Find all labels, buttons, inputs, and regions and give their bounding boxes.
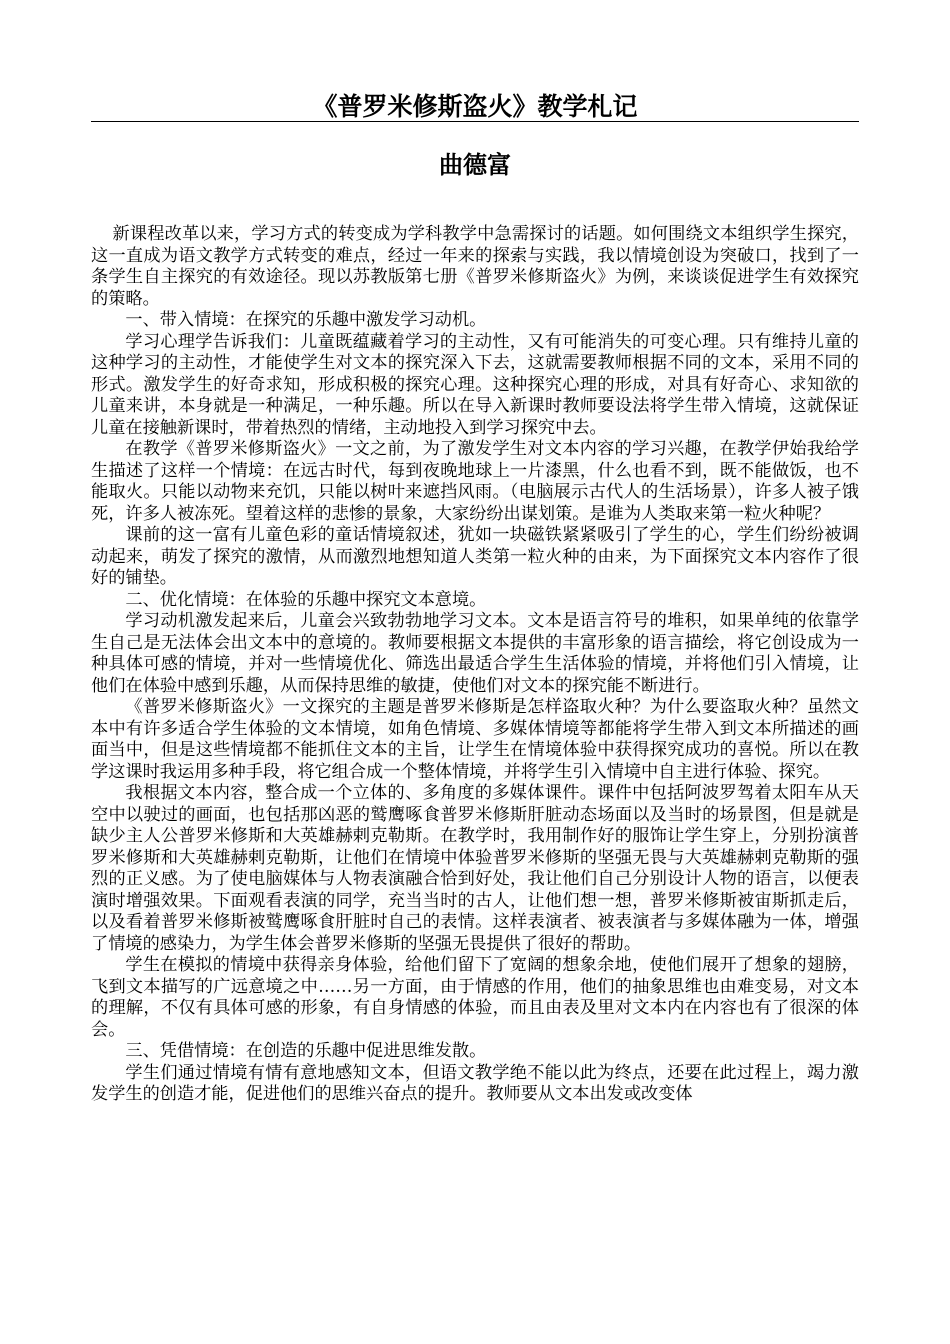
paragraph: 我根据文本内容，整合成一个立体的、多角度的多媒体课件。课件中包括阿波罗驾着太阳车从天空中以驶过的画面，也包括那凶恶的鹫鹰啄食普罗米修斯肝脏动态场面以及当时的场景图，但是就是缺少主人公普罗米修斯和大英雄赫剌克勒斯。在教学时，我用制作好的服饰让学生穿上，分别扮演普罗米修斯和大英雄赫剌克勒斯，让他们在情境中体验普罗米修斯的坚强无畏与大英雄赫剌克勒斯的强烈的正义感。为了使电脑媒体与人物表演融合恰到好处，我让他们自己分别设计人物的语言，以便表演时增强效果。下面观看表演的同学，充当当时的古人，让他们想一想，普罗米修斯被宙斯抓走后，以及看着普罗米修斯被鹫鹰啄食肝脏时自己的表情。这样表演者、被表演者与多媒体融为一体，增强了情境的感染力，为学生体会普罗米修斯的坚强无畏提供了很好的帮助。 [91, 783, 859, 954]
paragraph: 在教学《普罗米修斯盗火》一文之前，为了激发学生对文本内容的学习兴趣，在教学伊始我给学生描述了这样一个情境：在远古时代，每到夜晚地球上一片漆黑，什么也看不到，既不能做饭，也不能取火。只能以动物来充饥，只能以树叶来遮挡风雨。（电脑展示古代人的生活场景），许多人被子饿死，许多人被冻死。望着这样的悲惨的景象，大家纷纷出谋划策。是谁为人类取来第一粒火种呢？ [91, 439, 859, 524]
paragraph: 新课程改革以来，学习方式的转变成为学科教学中急需探讨的话题。如何围绕文本组织学生探究，这一直成为语文教学方式转变的难点，经过一年来的探索与实践，我以情境创设为突破口，找到了一条学生自主探究的有效途径。现以苏教版第七册《普罗米修斯盗火》为例，来谈谈促进学生有效探究的策略。 [91, 224, 859, 309]
title-divider [91, 121, 859, 122]
paragraph: 学生在模拟的情境中获得亲身体验，给他们留下了宽阔的想象余地，使他们展开了想象的翅膀，飞到文本描写的广远意境之中……另一方面，由于情感的作用，他们的抽象思维也由难变易，对文本的理解，不仅有具体可感的形象，有自身情感的体验，而且由表及里对文本内在内容也有了很深的体会。 [91, 955, 859, 1040]
section-heading: 三、凭借情境：在创造的乐趣中促进思维发散。 [125, 1041, 487, 1061]
section-heading: 二、优化情境：在体验的乐趣中探究文本意境。 [125, 589, 487, 610]
document-title: 《普罗米修斯盗火》教学札记 [312, 92, 638, 121]
article-body [91, 224, 859, 1106]
paragraph: 学习心理学告诉我们：儿童既蕴藏着学习的主动性，又有可能消失的可变心理。只有维持儿童的这种学习的主动性，才能使学生对文本的探究深入下去，这就需要教师根据不同的文本，采用不同的形式。激发学生的好奇求知，形成积极的探究心理。这种探究心理的形成，对具有好奇心、求知欲的儿童来讲，本身就是一种满足，一种乐趣。所以在导入新课时教师要设法将学生带入情境，这就保证儿童在接触新课时，带着热烈的情绪，主动地投入到学习探究中去。 [91, 331, 859, 438]
paragraph: 学生们通过情境有情有意地感知文本，但语文教学绝不能以此为终点，还要在此过程上，竭力激发学生的创造才能，促进他们的思维兴奋点的提升。教师要从文本出发或改变体 [91, 1062, 859, 1104]
author-name: 曲德富 [439, 150, 511, 179]
section-heading: 一、带入情境：在探究的乐趣中激发学习动机。 [125, 310, 487, 330]
paragraph: 《普罗米修斯盗火》一文探究的主题是普罗米修斯是怎样盗取火种？为什么要盗取火种？虽然文本中有许多适合学生体验的文本情境，如角色情境、多媒体情境等都能将学生带入到文本所描述的画面当中，但是这些情境都不能抓住文本的主旨，让学生在情境体验中获得探究成功的喜悦。所以在教学这课时我运用多种手段，将它组合成一个整体情境，并将学生引入情境中自主进行体验、探究。 [91, 697, 859, 782]
paragraph: 学习动机激发起来后，儿童会兴致勃勃地学习文本。文本是语言符号的堆积，如果单纯的依靠学生自己是无法体会出文本中的意境的。教师要根据文本提供的丰富形象的语言描绘，将它创设成为一种具体可感的情境，并对一些情境优化、筛选出最适合学生生活体验的情境，并将他们引入情境，让他们在体验中感到乐趣，从而保持思维的敏捷，使他们对文本的探究能不断进行。 [91, 611, 859, 696]
paragraph: 课前的这一富有儿童色彩的童话情境叙述，犹如一块磁铁紧紧吸引了学生的心，学生们纷纷被调动起来，萌发了探究的激情，从而激烈地想知道人类第一粒火种的由来，为下面探究文本内容作了很好的铺垫。 [91, 525, 859, 588]
